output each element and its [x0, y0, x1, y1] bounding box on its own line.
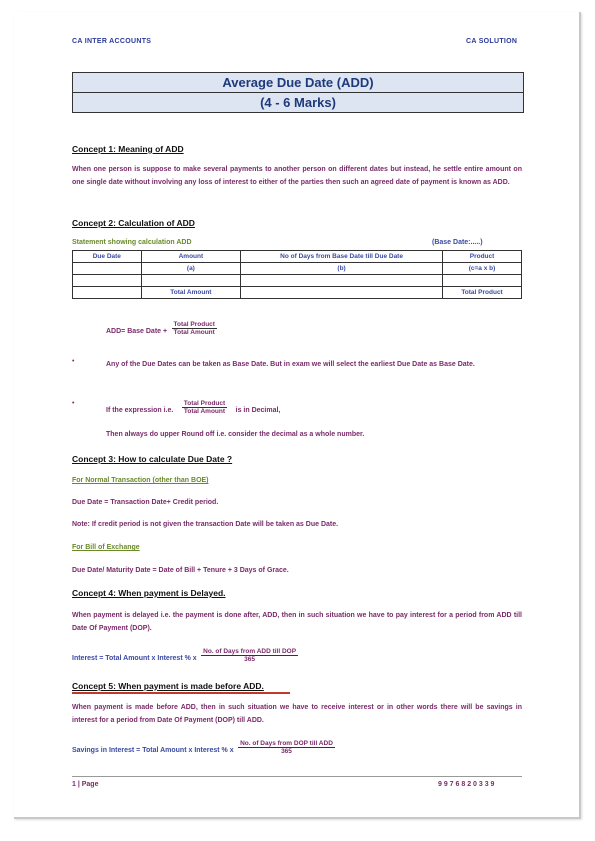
- bullet-icon: •: [72, 358, 75, 365]
- note2-post: is in Decimal,: [235, 407, 281, 414]
- concept5-heading: Concept 5: When payment is made before ADD.: [72, 681, 264, 691]
- table-cell: [443, 275, 522, 287]
- formula-lhs: ADD= Base Date +: [106, 328, 168, 335]
- fraction-denominator: 365: [244, 656, 256, 664]
- table-row: [73, 275, 522, 287]
- formula-fraction: [201, 648, 298, 663]
- add-formula: [106, 320, 217, 338]
- normal-transaction-subheading: For Normal Transaction (other than BOE): [72, 477, 209, 484]
- fraction-numerator: Total Product: [183, 400, 226, 408]
- fraction-numerator: No. of Days from ADD till DOP: [203, 648, 297, 656]
- table-row: [73, 263, 522, 275]
- table-header-cell: Due Date: [73, 251, 142, 263]
- concept3-heading: Concept 3: How to calculate Due Date ?: [72, 454, 233, 464]
- formula-lhs: Savings in Interest = Total Amount x Interest % x: [72, 747, 234, 754]
- table-cell: (b): [241, 263, 443, 275]
- footer-phone: 9 9 7 6 8 2 0 3 3 9: [438, 781, 495, 788]
- savings-formula: [72, 739, 335, 757]
- page-number: 1 | Page: [72, 781, 99, 788]
- page-title: Average Due Date (ADD): [222, 75, 374, 90]
- fraction-denominator: Total Amount: [183, 408, 226, 416]
- due-date-note: Note: If credit period is not given the transaction Date will be taken as Due Date.: [72, 521, 339, 528]
- concept5-text: When payment is made before ADD, then in such situation we have to receive interest or in other words there will be savings in interest for a period from Date Of Payment (DOP) till ADD.: [72, 704, 522, 724]
- table-cell: (c=a x b): [443, 263, 522, 275]
- heading-underline: [72, 692, 290, 694]
- formula-fraction: [172, 321, 217, 336]
- fraction-numerator: Total Product: [173, 321, 215, 329]
- fraction-denominator: 365: [281, 748, 292, 756]
- table-cell: Total Amount: [141, 287, 240, 299]
- add-calculation-table: [72, 250, 522, 299]
- table-header-row: [73, 251, 522, 263]
- table-cell: [241, 287, 443, 299]
- table-cell: [73, 275, 142, 287]
- note2-line: [106, 399, 280, 417]
- concept4-heading: Concept 4: When payment is Delayed.: [72, 588, 226, 598]
- table-total-row: [73, 287, 522, 299]
- document-page: [14, 12, 581, 819]
- fraction-numerator: No. of Days from DOP till ADD: [240, 740, 333, 748]
- page-subtitle: (4 - 6 Marks): [73, 92, 523, 112]
- table-header-cell: No of Days from Base Date till Due Date: [241, 251, 443, 263]
- note2-pre: If the expression i.e.: [106, 407, 174, 414]
- concept2-heading: Concept 2: Calculation of ADD: [72, 218, 195, 228]
- note2-continuation: Then always do upper Round off i.e. consider the decimal as a whole number.: [106, 431, 365, 438]
- footer-divider: [72, 776, 522, 777]
- concept1-text: When one person is suppose to make several payments to another person on different dates but instead, he settle entire amount on one single date without involving any loss of interest to either of the parties then such an agreed date of payment is known as ADD.: [72, 166, 522, 186]
- table-header-cell: Amount: [141, 251, 240, 263]
- base-date-label: (Base Date:.....): [432, 239, 483, 246]
- interest-formula: [72, 647, 298, 665]
- fraction-denominator: Total Amount: [173, 329, 215, 337]
- title-box: [72, 72, 524, 113]
- table-cell: [73, 287, 142, 299]
- concept1-heading: Concept 1: Meaning of ADD: [72, 144, 184, 154]
- note1-text: Any of the Due Dates can be taken as Base Date. But in exam we will select the earliest Due Date as Base Date.: [106, 361, 475, 368]
- header-right: CA SOLUTION: [466, 38, 518, 45]
- note2-fraction: [182, 400, 227, 415]
- due-date-formula: Due Date = Transaction Date+ Credit period.: [72, 499, 219, 506]
- table-cell: (a): [141, 263, 240, 275]
- bullet-icon: •: [72, 400, 75, 407]
- bill-of-exchange-subheading: For Bill of Exchange: [72, 544, 140, 551]
- table-header-cell: Product: [443, 251, 522, 263]
- formula-fraction: [238, 740, 335, 755]
- table-cell: [141, 275, 240, 287]
- formula-lhs: Interest = Total Amount x Interest % x: [72, 655, 197, 662]
- table-cell: Total Product: [443, 287, 522, 299]
- maturity-date-formula: Due Date/ Maturity Date = Date of Bill + Tenure + 3 Days of Grace.: [72, 567, 289, 574]
- statement-label: Statement showing calculation ADD: [72, 239, 192, 246]
- concept4-text: When payment is delayed i.e. the payment is done after, ADD, then in such situation we have to pay interest for a period from ADD till Date Of Payment (DOP).: [72, 612, 522, 632]
- header-left: CA INTER ACCOUNTS: [72, 38, 152, 45]
- table-cell: [241, 275, 443, 287]
- table-cell: [73, 263, 142, 275]
